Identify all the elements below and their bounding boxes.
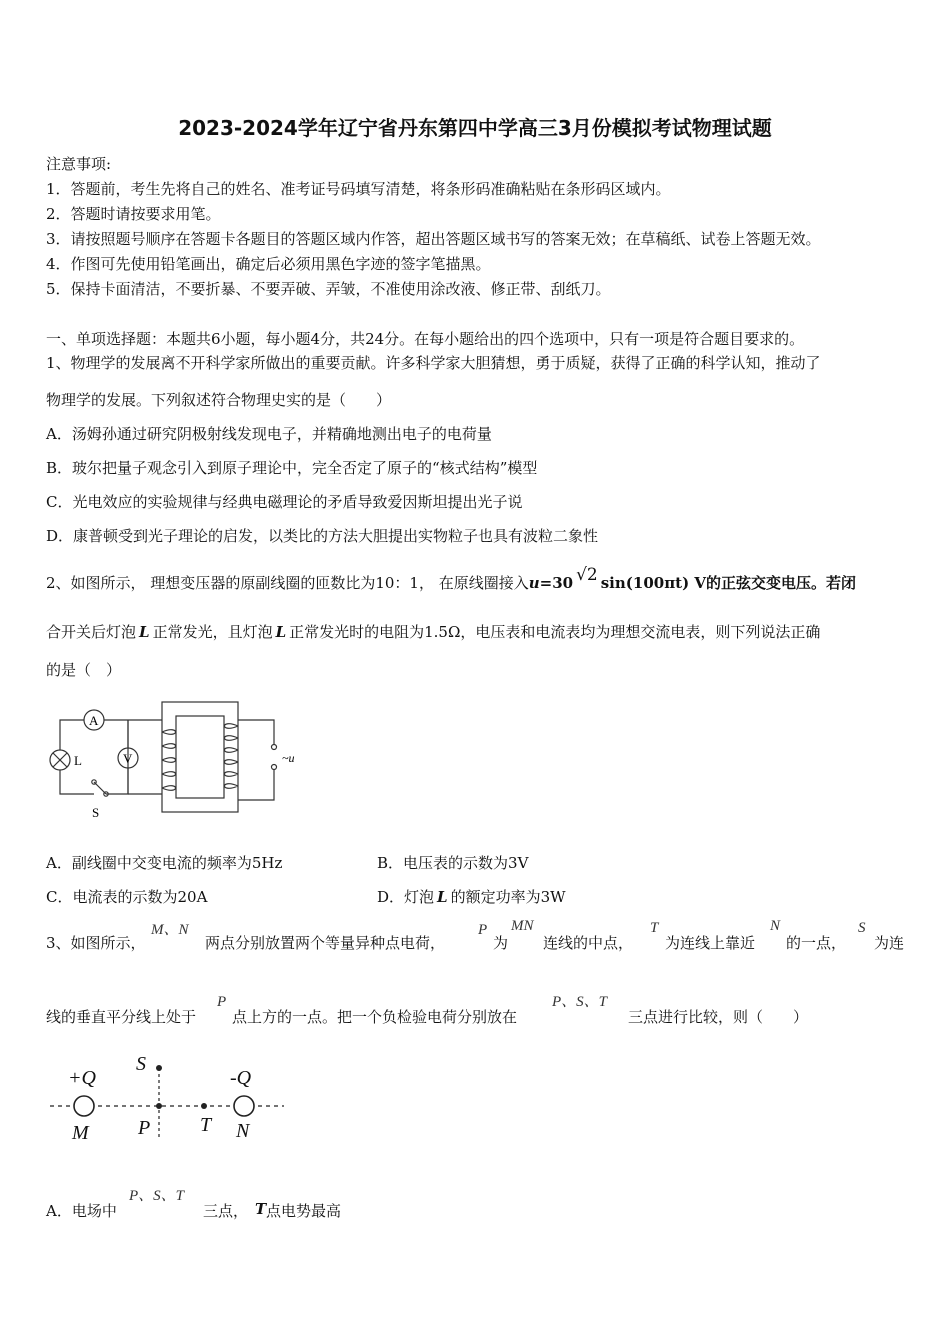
q3-text: 为连 <box>874 934 905 952</box>
q3-option-a-text: A．电场中 <box>46 1202 117 1220</box>
point-s <box>156 1065 162 1071</box>
q3-var-p: P <box>217 994 227 1010</box>
q3-var-p: P <box>478 922 488 938</box>
q3-text: 连线的中点， <box>543 934 634 952</box>
q3-text: 的一点， <box>786 934 847 952</box>
notice-item: 4．作图可先使用铅笔画出，确定后必须用黑色字迹的签字笔描黑。 <box>46 255 491 273</box>
minus-q-label: -Q <box>230 1067 252 1089</box>
q3-var-t: T <box>650 920 659 936</box>
q2-option-c: C．电流表的示数为20A <box>46 888 208 906</box>
q2-lamp-var: L <box>139 623 150 641</box>
notice-heading: 注意事项: <box>46 155 112 173</box>
q2-lamp-var: L <box>275 623 287 641</box>
charge-m <box>74 1096 94 1116</box>
notice-item: 5．保持卡面清洁，不要折暴、不要弄破、弄皱，不准使用涂改液、修正带、刮纸刀。 <box>46 280 611 298</box>
wire <box>60 770 94 794</box>
terminal <box>272 745 277 750</box>
q3-var-n: N <box>770 918 781 934</box>
point-t <box>201 1103 207 1109</box>
q2-text: =30 <box>539 574 574 592</box>
q1-option-d: D．康普顿受到光子理论的启发，以类比的方法大胆提出实物粒子也具有波粒二象性 <box>46 527 599 545</box>
q2-option-b: B．电压表的示数为3V <box>377 854 529 872</box>
q1-stem-line: 物理学的发展。下列叙述符合物理史实的是（ ） <box>46 391 392 409</box>
page-title: 2023-2024学年辽宁省丹东第四中学高三3月份模拟考试物理试题 <box>178 116 772 140</box>
q3-option-a-var: P、S、T <box>129 1188 185 1204</box>
q3-option-a-t: T <box>255 1200 267 1218</box>
q2-text: 正常发光，且灯泡 <box>152 623 273 641</box>
section-heading: 一、单项选择题：本题共6小题，每小题4分，共24分。在每小题给出的四个选项中，只有一项是符合题目要求的。 <box>46 330 805 348</box>
source-label: ~u <box>282 751 295 765</box>
wire <box>238 770 274 800</box>
voltmeter-label: V <box>123 751 133 766</box>
q3-text: 两点分别放置两个等量异种点电荷， <box>205 934 446 952</box>
q2-option-d-text: 的额定功率为3W <box>450 888 566 906</box>
q3-var-pst: P、S、T <box>552 994 608 1010</box>
wire <box>60 720 84 750</box>
q3-text: 三点进行比较，则（ ） <box>628 1008 809 1026</box>
t-label: T <box>200 1114 212 1136</box>
notice-item: 1．答题前，考生先将自己的姓名、准考证号码填写清楚，将条形码准确粘贴在条形码区域内。 <box>46 180 671 198</box>
q2-option-a: A．副线圈中交变电流的频率为5Hz <box>46 854 283 872</box>
notice-item: 2．答题时请按要求用笔。 <box>46 205 221 223</box>
transformer-circuit-diagram <box>44 696 304 826</box>
q2-text: sin(100πt) V的正弦交变电压。若闭 <box>600 574 857 592</box>
q1-stem-line: 1、物理学的发展离不开科学家所做出的重要贡献。许多科学家大胆猜想，勇于质疑，获得了正确的科学认知，推动了 <box>46 354 821 372</box>
charge-n <box>234 1096 254 1116</box>
m-label: M <box>72 1122 89 1144</box>
secondary-coil <box>162 730 176 791</box>
ammeter-label: A <box>89 713 99 728</box>
q2-text: 合开关后灯泡 <box>46 623 137 641</box>
primary-coil <box>225 724 239 789</box>
q1-option-b: B．玻尔把量子观念引入到原子理论中，完全否定了原子的“核式结构”模型 <box>46 459 538 477</box>
q2-stem-line <box>46 565 857 593</box>
q3-text: 为连线上靠近 <box>665 934 756 952</box>
q3-text: 为 <box>493 934 509 952</box>
plus-q-label: +Q <box>68 1067 96 1089</box>
transformer-core-inner <box>176 716 224 798</box>
q2-stem-line: 的是（ ） <box>46 661 122 679</box>
q3-text: 线的垂直平分线上处于 <box>46 1008 197 1026</box>
q2-sqrt2: √2 <box>576 565 598 585</box>
terminal <box>272 765 277 770</box>
q3-text: 3、如图所示， <box>46 934 146 952</box>
q3-option-a-text: 三点， <box>203 1202 249 1220</box>
point-p <box>156 1103 162 1109</box>
q3-option-a-text: 点电势最高 <box>266 1202 342 1220</box>
transformer-core-outer <box>162 702 238 812</box>
switch-label: S <box>92 805 100 820</box>
point-charges-diagram <box>44 1046 294 1146</box>
q2-option-d-var: L <box>437 888 448 906</box>
wire <box>238 720 274 744</box>
q3-var-s: S <box>858 920 866 936</box>
n-label: N <box>236 1120 250 1142</box>
q3-text: 点上方的一点。把一个负检验电荷分别放在 <box>232 1008 518 1026</box>
q3-var-mn: M、N <box>151 922 189 938</box>
s-label: S <box>136 1053 146 1075</box>
q2-option-d <box>377 886 566 907</box>
lamp-label: L <box>74 753 82 768</box>
q2-text: 2、如图所示， 理想变压器的原副线圈的匝数比为10：1， 在原线圈接入 <box>46 574 529 592</box>
q2-u-var: u <box>528 574 540 592</box>
q3-var-mn: MN <box>511 918 534 934</box>
q2-option-d-text: D．灯泡 <box>377 888 435 906</box>
notice-item: 3．请按照题号顺序在答题卡各题目的答题区域内作答，超出答题区域书写的答案无效；在草稿纸、试卷上答题无效。 <box>46 230 821 248</box>
q2-stem-line <box>46 621 820 642</box>
q1-option-c: C．光电效应的实验规律与经典电磁理论的矛盾导致爱因斯坦提出光子说 <box>46 493 523 511</box>
p-label: P <box>138 1117 151 1139</box>
q2-text: 正常发光时的电阻为1.5Ω，电压表和电流表均为理想交流电表，则下列说法正确 <box>289 623 821 641</box>
q1-option-a: A．汤姆孙通过研究阴极射线发现电子，并精确地测出电子的电荷量 <box>46 425 492 443</box>
